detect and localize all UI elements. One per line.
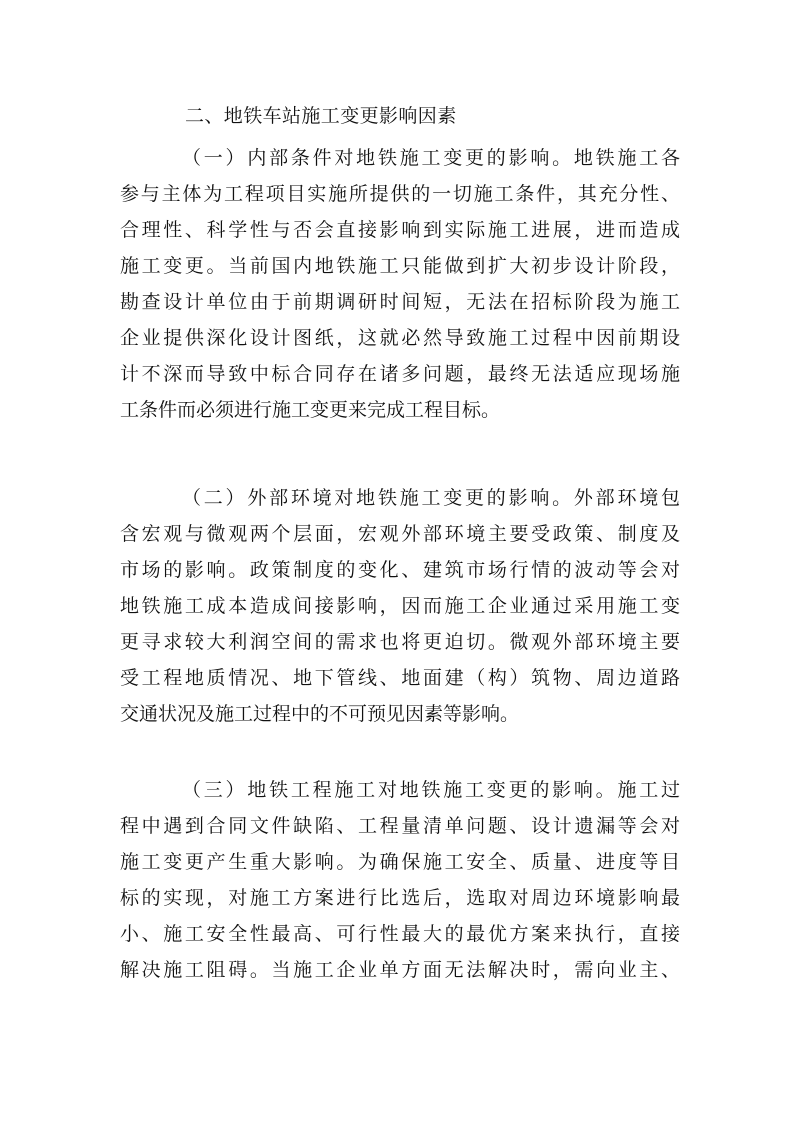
paragraph-construction-factors [120, 772, 680, 988]
text-line: 含宏观与微观两个层面，宏观外部环境主要受政策、制度及 [120, 523, 680, 545]
paragraph-external-environment [120, 480, 680, 732]
text-line: 程中遇到合同文件缺陷、工程量清单问题、设计遗漏等会对 [120, 815, 680, 837]
text-line: 地铁施工成本造成间接影响，因而施工企业通过采用施工变 [120, 595, 680, 617]
text-line: （三）地铁工程施工对地铁施工变更的影响。施工过 [182, 779, 680, 801]
section-heading: 二、地铁车站施工变更影响因素 [185, 105, 457, 127]
text-line: 小、施工安全性最高、可行性最大的最优方案来执行，直接 [120, 923, 680, 945]
text-line: （二）外部环境对地铁施工变更的影响。外部环境包 [182, 487, 680, 509]
text-line: 更寻求较大利润空间的需求也将更迫切。微观外部环境主要 [120, 631, 680, 653]
text-line: 解决施工阻碍。当施工企业单方面无法解决时，需向业主、 [120, 959, 680, 981]
text-line: 企业提供深化设计图纸，这就必然导致施工过程中因前期设 [120, 327, 680, 349]
text-line: 市场的影响。政策制度的变化、建筑市场行情的波动等会对 [120, 559, 680, 581]
text-line: 施工变更。当前国内地铁施工只能做到扩大初步设计阶段， [120, 255, 680, 277]
text-line: 受工程地质情况、地下管线、地面建（构）筑物、周边道路 [120, 667, 680, 689]
text-line: 工条件而必须进行施工变更来完成工程目标。 [120, 399, 501, 421]
text-line: 施工变更产生重大影响。为确保施工安全、质量、进度等目 [120, 851, 680, 873]
text-line: 合理性、科学性与否会直接影响到实际施工进展，进而造成 [120, 219, 680, 241]
text-line: （一）内部条件对地铁施工变更的影响。地铁施工各 [182, 147, 680, 169]
paragraph-internal-conditions [120, 140, 680, 428]
text-line: 计不深而导致中标合同存在诸多问题，最终无法适应现场施 [120, 363, 680, 385]
text-line: 标的实现，对施工方案进行比选后，选取对周边环境影响最 [120, 887, 680, 909]
text-line: 参与主体为工程项目实施所提供的一切施工条件，其充分性、 [120, 183, 680, 205]
text-line: 交通状况及施工过程中的不可预见因素等影响。 [120, 703, 520, 725]
text-line: 勘查设计单位由于前期调研时间短，无法在招标阶段为施工 [120, 291, 680, 313]
